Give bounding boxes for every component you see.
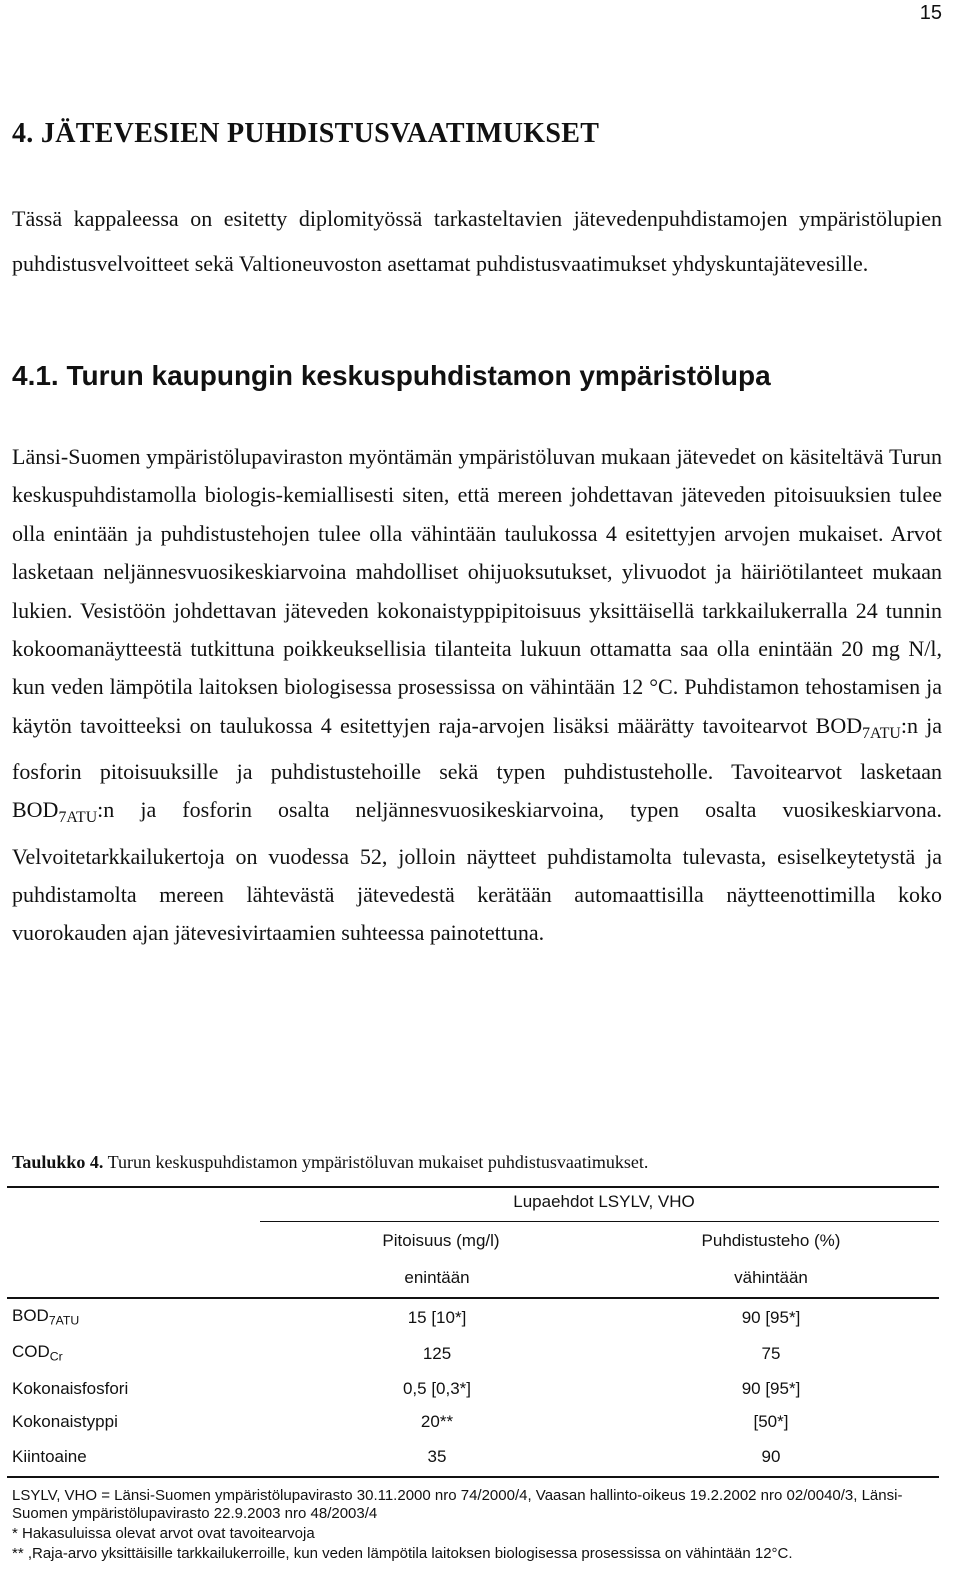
- row-label: Kiintoaine: [12, 1447, 87, 1466]
- table-note-source: LSYLV, VHO = Länsi-Suomen ympäristölupavirasto 30.11.2000 nro 74/2000/4, Vaasan hallinto-oikeus 19.2.2002 nro 02/0040/3, Länsi-Suomen ympäristölupavirasto 22.9.2003 nro 48/2003/4: [12, 1487, 903, 1522]
- column-subheader-efficiency: vähintään: [734, 1268, 808, 1287]
- row-concentration: 20**: [420, 1412, 454, 1431]
- body-text-part3: :n ja fosforin osalta neljännesvuosikeskiarvoina, typen osalta vuosikeskiarvona. Velvoitetarkkailukertoja on vuodessa 52, jolloin näytteet puhdistamolta tulevasta, esiselkeytetystä ja puhdistamolta mereen lähtevästä jätevedestä kerätään automaattisilla näytteenottimilla koko vuorokauden ajan jätevesivirtaamien suhteessa painotettuna.: [12, 797, 942, 946]
- row-label: Kokonaisfosfori: [12, 1379, 129, 1398]
- table-caption: [12, 1152, 648, 1173]
- column-header-efficiency: Puhdistusteho (%): [701, 1231, 841, 1250]
- page-number: 15: [919, 2, 942, 24]
- body-subscript: 7ATU: [862, 724, 901, 742]
- table-header-rule: [7, 1297, 939, 1299]
- row-efficiency: 90 [95*]: [741, 1379, 801, 1398]
- body-text-part1: Länsi-Suomen ympäristölupaviraston myöntämän ympäristöluvan mukaan jätevedet on käsiteltävä Turun keskuspuhdistamolla biologis-kemiallisesti siten, että mereen johdettavan jäteveden pitoisuuksien tulee olla enintään ja puhdistustehojen tulee olla vähintään taulukossa 4 esitettyjen arvojen mukaiset. Arvot lasketaan neljännesvuosikeskiarvoina mahdolliset ohijuoksutukset, ylivuodot ja häiriötilanteet mukaan lukien. Vesistöön johdettavan jäteveden kokonaistyppipitoisuus yksittäisellä tarkkailukerralla 24 tunnin kokoomanäytteestä tutkittuna poikkeuksellisia tilanteita lukuun ottamatta saa olla enintään 20 mg N/l, kun veden lämpötila laitoksen biologisessa prosessissa on vähintään 12 °C. Puhdistamon tehostamisen ja käytön tavoitteeksi on taulukossa 4 esitettyjen raja-arvojen lisäksi määrätty tavoitearvot BOD: [12, 444, 942, 738]
- row-label: $COD_{Cr}$: [12, 1342, 63, 1364]
- table-top-rule: [7, 1186, 939, 1188]
- table-group-header: Lupaehdot LSYLV, VHO: [513, 1192, 695, 1211]
- column-subheader-concentration: enintään: [404, 1268, 470, 1287]
- row-efficiency: 90 [95*]: [741, 1308, 801, 1327]
- body-text-part2: :n ja fosforin pitoisuuksille ja puhdistustehoille sekä typen puhdistusteholle. Tavoitearvot lasketaan BOD: [12, 712, 942, 823]
- section-heading: 4.1. Turun kaupungin keskuspuhdistamon ympäristölupa: [12, 360, 771, 391]
- intro-paragraph: Tässä kappaleessa on esitetty diplomityössä tarkasteltavien jätevedenpuhdistamojen ympäristölupien puhdistusvelvoitteet sekä Valtioneuvoston asettamat puhdistusvaatimukset yhdyskuntajätevesille.: [12, 206, 942, 276]
- chapter-heading: 4. JÄTEVESIEN PUHDISTUSVAATIMUKSET: [12, 118, 600, 149]
- row-label: $BOD_{7ATU}$: [12, 1306, 80, 1328]
- table-note-limit-value: ** ,Raja-arvo yksittäisille tarkkailukerroille, kun veden lämpötila laitoksen biologisessa prosessissa on vähintään 12°C.: [12, 1545, 793, 1562]
- body-paragraph: [12, 438, 942, 953]
- table-group-rule: [260, 1221, 939, 1222]
- row-concentration: 0,5 [0,3*]: [402, 1379, 472, 1398]
- row-efficiency: 75: [761, 1344, 781, 1363]
- table-caption-label: Taulukko 4.: [12, 1152, 104, 1172]
- row-concentration: 15 [10*]: [407, 1308, 467, 1327]
- row-concentration: 125: [422, 1344, 452, 1363]
- row-label: Kokonaistyppi: [12, 1412, 118, 1431]
- row-efficiency: 90: [761, 1447, 781, 1466]
- body-subscript: 7ATU: [58, 809, 98, 827]
- column-header-concentration: Pitoisuus (mg/l): [382, 1231, 500, 1250]
- table-caption-text: Turun keskuspuhdistamon ympäristöluvan mukaiset puhdistusvaatimukset.: [107, 1152, 649, 1172]
- row-efficiency: [50*]: [753, 1412, 789, 1431]
- table-bottom-rule: [7, 1476, 939, 1478]
- table-note-target-values: * Hakasuluissa olevat arvot ovat tavoitearvoja: [12, 1525, 315, 1542]
- row-concentration: 35: [427, 1447, 447, 1466]
